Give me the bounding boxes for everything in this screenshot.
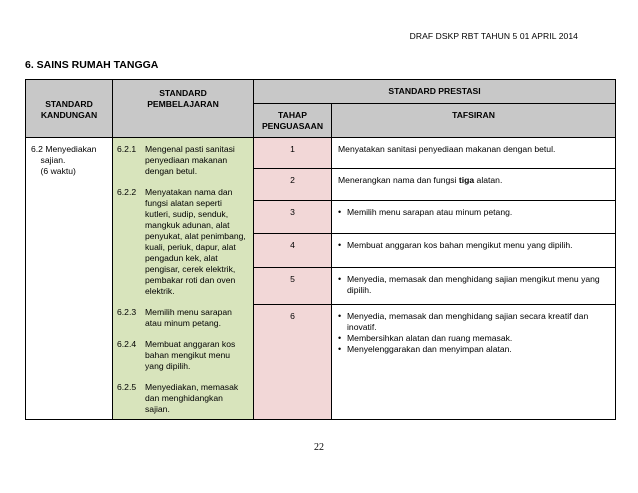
tahap-cell: 6 [254,305,332,420]
tafsiran-text: alatan. [474,175,503,186]
tafsiran-text: Menyedia, memasak dan menghidang sajian mengikut menu yang dipilih. [347,273,600,295]
tafsiran-bullet [338,333,609,344]
pembelajaran-code: 6.2.3 [117,307,137,317]
tafsiran-text: Membersihkan alatan dan ruang memasak. [347,333,513,344]
pembelajaran-item [117,144,249,177]
pembelajaran-text: Membuat anggaran kos bahan mengikut menu yang dipilih. [145,339,236,371]
tafsiran-text: Menyedia, memasak dan menghidang sajian secara kreatif dan inovatif. [347,311,589,333]
tafsiran-text: Memilih menu sarapan atau minum petang. [347,206,513,217]
header-tahap-penguasaan: TAHAP PENGUASAAN [254,104,332,138]
pembelajaran-code: 6.2.2 [117,187,137,197]
tafsiran-cell: Menyatakan sanitasi penyediaan makanan dengan betul. [332,138,616,169]
pembelajaran-text: Memilih menu sarapan atau minum petang. [145,307,232,328]
pembelajaran-item [117,339,249,372]
header-tafsiran: TAFSIRAN [332,104,616,138]
pembelajaran-code: 6.2.5 [117,382,137,392]
page-number: 22 [314,442,324,453]
standard-pembelajaran-cell [113,138,254,420]
draft-note: DRAF DSKP RBT TAHUN 5 01 APRIL 2014 [409,31,578,41]
pembelajaran-item [117,382,249,415]
header-standard-prestasi: STANDARD PRESTASI [254,80,616,104]
pembelajaran-text: Mengenal pasti sanitasi penyediaan makanan dengan betul. [145,144,235,176]
tafsiran-bullet [338,311,609,333]
bullet-icon: • [338,240,342,251]
bullet-icon: • [338,206,342,217]
pembelajaran-code: 6.2.1 [117,144,137,154]
tahap-cell: 3 [254,200,332,233]
tafsiran-bullet [338,240,609,251]
tafsiran-cell [332,200,616,233]
tahap-cell: 5 [254,267,332,305]
header-standard-kandungan: STANDARD KANDUNGAN [26,80,113,138]
tafsiran-text: Menyelenggarakan dan menyimpan alatan. [347,344,512,355]
pembelajaran-code: 6.2.4 [117,339,137,349]
section-title: 6. SAINS RUMAH TANGGA [25,59,159,71]
pembelajaran-item [117,187,249,297]
bullet-icon: • [338,344,342,355]
header-standard-pembelajaran: STANDARD PEMBELAJARAN [113,80,254,138]
tafsiran-text: Menerangkan nama dan fungsi [338,175,459,186]
tafsiran-emphasis: tiga [458,175,475,186]
bullet-icon: • [338,273,342,284]
bullet-icon: • [338,311,342,322]
dskp-table [25,79,616,420]
tafsiran-cell [332,305,616,420]
tahap-cell: 4 [254,234,332,267]
tafsiran-cell [332,234,616,267]
tafsiran-text: Membuat anggaran kos bahan mengikut menu yang dipilih. [347,240,573,251]
tafsiran-bullet [338,207,609,218]
pembelajaran-text: Menyediakan, memasak dan menghidangkan sajian. [145,382,239,414]
tahap-cell: 2 [254,169,332,200]
tafsiran-cell [332,169,616,200]
pembelajaran-item [117,307,249,329]
tafsiran-bullet [338,274,609,296]
tafsiran-bullet [338,344,609,355]
tahap-cell: 1 [254,138,332,169]
standard-kandungan-cell: 6.2 Menyediakan sajian. (6 waktu) [26,138,113,420]
pembelajaran-text: Menyatakan nama dan fungsi alatan seperti kutleri, sudip, senduk, mangkuk adunan, alat penyukat, alat penimbang, kuali, periuk, dapur, alat pengadun kek, alat pengisar, cerek elektrik, pembakar roti dan oven elektrik. [145,187,246,296]
bullet-icon: • [338,333,342,344]
tafsiran-cell [332,267,616,305]
